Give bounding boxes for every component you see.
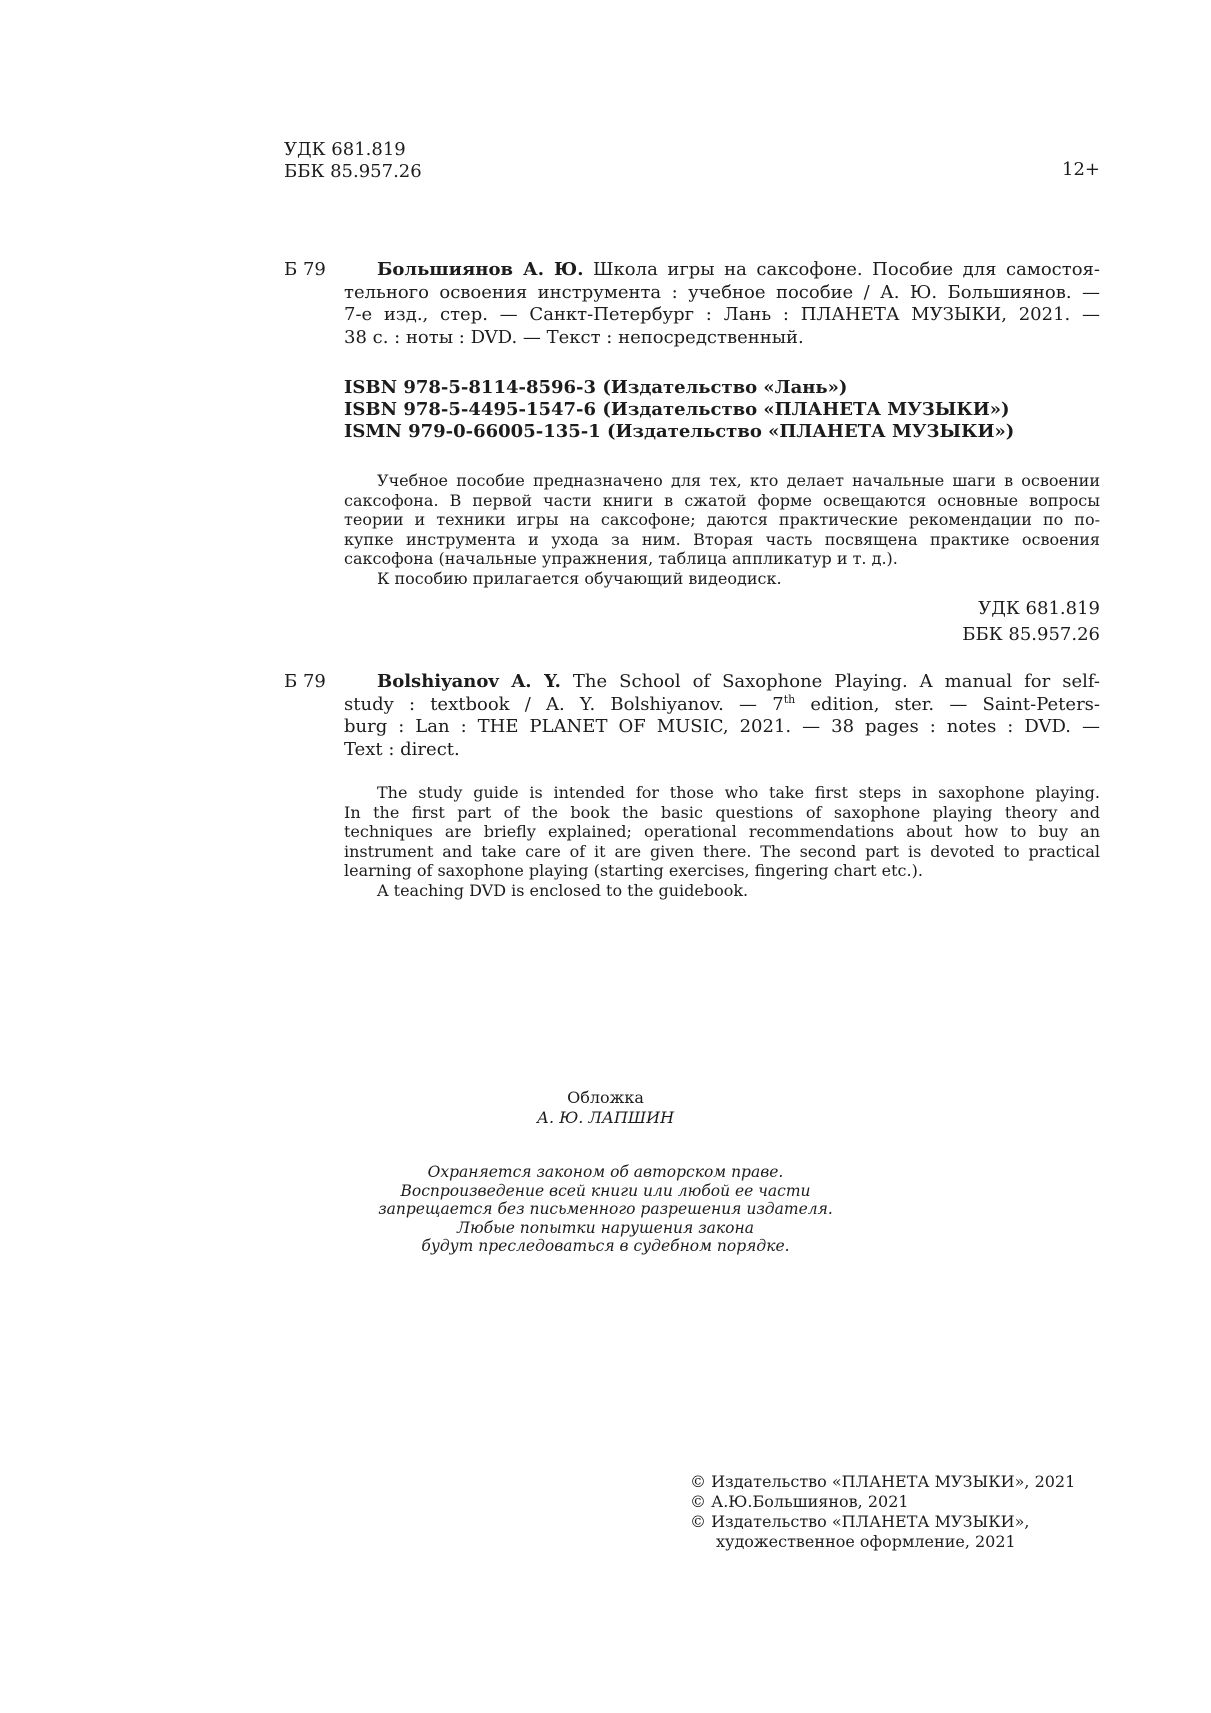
ismn-planet: ISMN 979-0-66005-135-1 (Издательство «ПЛАНЕТА МУЗЫКИ») (344, 421, 1015, 442)
bbk-right: ББК 85.957.26 (962, 624, 1100, 645)
cover-label: Обложка (567, 1088, 644, 1107)
ru-record-author: Большиянов А. Ю. (377, 259, 584, 280)
ru-record-line-2: тельного освоения инструмента : учебное пособие / А. Ю. Большиянов. — (344, 281, 1100, 303)
en-record-title: The School of Saxophone Playing. A manual for self- (572, 671, 1100, 692)
header-udk: УДК 681.819 (284, 139, 406, 160)
ru-record-title: Школа игры на саксофоне. Пособие для самостоя- (593, 259, 1100, 280)
udk-right: УДК 681.819 (978, 598, 1100, 619)
en-record-author: Bolshiyanov A. Y. (377, 671, 561, 692)
ru-annotation-line-4: купке инструмента и ухода за ним. Вторая часть посвящена практике освоения (344, 529, 1100, 549)
copyright-design-cont: художественное оформление, 2021 (716, 1532, 1016, 1551)
en-record-line-4: Text : direct. (344, 738, 460, 760)
en-annotation-line-3: techniques are briefly explained; operational recommendations about how to buy an (344, 822, 1100, 841)
isbn-lan: ISBN 978-5-8114-8596-3 (Издательство «Лань») (344, 377, 848, 398)
ru-record-code: Б 79 (284, 259, 326, 280)
en-record-code: Б 79 (284, 671, 326, 692)
header-bbk: ББК 85.957.26 (284, 161, 422, 182)
copyright-notice (0, 1163, 1211, 1256)
ru-annotation (344, 471, 1100, 588)
copyright-notice-line-2: Воспроизведение всей книги или любой ее части (400, 1181, 811, 1200)
cover-credit (0, 1088, 1211, 1128)
en-record-line-3: burg : Lan : THE PLANET OF MUSIC, 2021. — 38 pages : notes : DVD. — (344, 716, 1100, 737)
ru-annotation-line-2: саксофона. В первой части книги в сжатой форме освещаются основные вопросы (344, 490, 1100, 510)
copyright-design: © Издательство «ПЛАНЕТА МУЗЫКИ», (690, 1512, 1030, 1531)
ru-annotation-line-3: теории и техники игры на саксофоне; даются практические рекомендации по по- (344, 510, 1100, 529)
copyright-publisher: © Издательство «ПЛАНЕТА МУЗЫКИ», 2021 (690, 1472, 1076, 1491)
en-annotation (344, 783, 1100, 900)
en-record-edition-sup: th (783, 692, 796, 706)
en-annotation-line-1: The study guide is intended for those who take first steps in saxophone playing. (377, 783, 1100, 802)
ru-annotation-line-1: Учебное пособие предназначено для тех, кто делает начальные шаги в освоении (377, 471, 1100, 490)
copyright-notice-line-1: Охраняется законом об авторском праве. (427, 1163, 784, 1181)
en-record-line-1 (344, 671, 1100, 694)
copyright-list (690, 1472, 1075, 1552)
en-record-line-2a: study : textbook / A. Y. Bolshiyanov. — 7 (344, 693, 784, 715)
en-record (344, 671, 1100, 761)
age-rating: 12+ (1062, 159, 1100, 180)
en-annotation-line-2: In the first part of the book the basic questions of saxophone playing theory and (344, 802, 1100, 822)
ru-record-line-4: 38 с. : ноты : DVD. — Текст : непосредственный. (344, 326, 804, 348)
isbn-planet: ISBN 978-5-4495-1547-6 (Издательство «ПЛАНЕТА МУЗЫКИ») (344, 399, 1010, 420)
ru-record (344, 259, 1100, 349)
copyright-notice-line-4: Любые попытки нарушения закона (457, 1218, 754, 1237)
ru-record-line-3: 7-е изд., стер. — Санкт-Петербург : Лань : ПЛАНЕТА МУЗЫКИ, 2021. — (344, 304, 1100, 325)
en-record-line-2 (344, 694, 1100, 717)
copyright-author: © А.Ю.Большиянов, 2021 (690, 1492, 909, 1511)
ru-annotation-line-5: саксофона (начальные упражнения, таблица аппликатур и т. д.). (344, 549, 898, 568)
ru-record-line-1 (344, 259, 1100, 282)
en-record-line-2b: edition, ster. — Saint-Peters- (795, 693, 1100, 715)
copyright-notice-line-3: запрещается без письменного разрешения издателя. (378, 1200, 833, 1218)
ru-annotation-dvd: К пособию прилагается обучающий видеодиск. (377, 568, 782, 588)
copyright-notice-line-5: будут преследоваться в судебном порядке. (421, 1237, 790, 1255)
cover-designer: А. Ю. ЛАПШИН (536, 1108, 675, 1127)
identifier-list (344, 377, 1014, 443)
en-annotation-line-5: learning of saxophone playing (starting exercises, fingering chart etc.). (344, 861, 923, 880)
en-annotation-dvd: A teaching DVD is enclosed to the guidebook. (377, 880, 749, 900)
header-classification (284, 139, 422, 183)
udk-bbk-block (962, 596, 1100, 648)
en-annotation-line-4: instrument and take care of it are given there. The second part is devoted to practical (344, 841, 1100, 861)
